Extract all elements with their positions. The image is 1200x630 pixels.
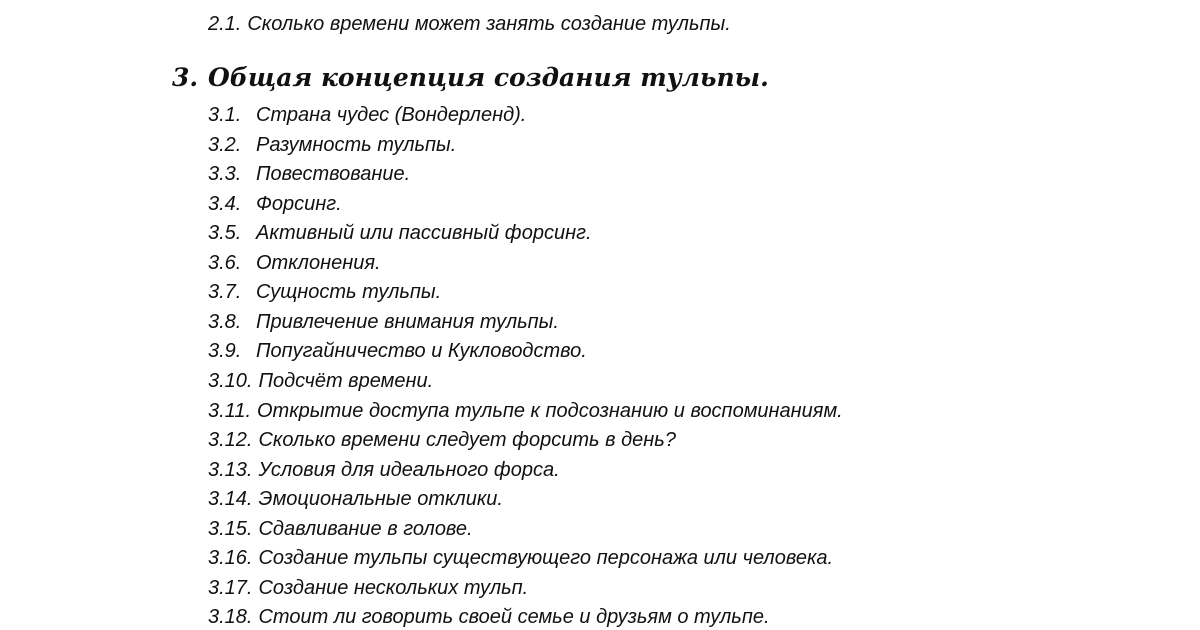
section-heading	[172, 62, 769, 94]
toc-item-number: 3.10.	[208, 369, 253, 392]
toc-item	[208, 192, 342, 216]
toc-item-number: 3.11.	[208, 399, 251, 422]
section-number: 3.	[172, 63, 199, 92]
toc-item-number: 3.15.	[208, 517, 253, 540]
toc-item-text: Сущность тульпы.	[256, 281, 442, 304]
toc-item-text: Подсчёт времени.	[258, 369, 434, 392]
toc-item	[208, 133, 456, 157]
toc-item	[208, 162, 410, 186]
toc-item	[208, 251, 381, 275]
toc-item-text: Стоит ли говорить своей семье и друзьям о тульпе.	[258, 606, 770, 629]
toc-item-text: Сколько времени следует форсить в день?	[258, 429, 676, 452]
toc-item-number: 3.5.	[208, 222, 242, 245]
toc-item-number: 3.14.	[208, 488, 253, 511]
toc-item-text: Повествование.	[256, 163, 411, 186]
toc-item	[208, 517, 473, 541]
toc-item-text: Эмоциональные отклики.	[258, 488, 503, 511]
toc-item	[208, 103, 526, 127]
toc-item-number: 3.8.	[208, 310, 242, 333]
toc-item-number: 3.1.	[208, 104, 242, 126]
toc-item-number: 3.3.	[208, 163, 242, 186]
toc-item-number: 3.4.	[208, 192, 242, 215]
toc-item-text: Привлечение внимания тульпы.	[256, 310, 559, 333]
toc-item	[208, 458, 560, 482]
toc-item-number: 3.12.	[208, 429, 253, 452]
toc-item	[208, 310, 559, 334]
toc-item-text: Открытие доступа тульпе к подсознанию и воспоминаниям.	[257, 399, 843, 422]
toc-item-number: 3.2.	[208, 133, 242, 156]
toc-item	[208, 576, 528, 600]
toc-item-number: 3.17.	[208, 576, 253, 599]
toc-item-text: Попугайничество и Кукловодство.	[256, 340, 587, 363]
toc-item-number: 3.16.	[208, 547, 253, 570]
toc-item-text: Сколько времени может занять создание тульпы.	[247, 13, 731, 35]
toc-item-text: Отклонения.	[256, 251, 381, 274]
toc-item	[208, 280, 441, 304]
toc-item	[208, 428, 676, 452]
toc-item	[208, 369, 433, 393]
toc-item-text: Страна чудес (Вондерленд).	[256, 104, 527, 126]
toc-item-text: Активный или пассивный форсинг.	[256, 222, 592, 245]
toc-item-text: Условия для идеального форса.	[258, 458, 560, 481]
section-title: Общая концепция создания тульпы.	[208, 63, 769, 92]
toc-item-number: 3.9.	[208, 340, 242, 363]
toc-item-text: Разумность тульпы.	[256, 133, 457, 156]
toc-item	[208, 546, 833, 570]
toc-item-text: Форсинг.	[256, 192, 342, 215]
toc-item-2-1	[208, 12, 731, 36]
toc-item	[208, 487, 503, 511]
toc-item-text: Создание тульпы существующего персонажа или человека.	[258, 547, 834, 570]
toc-item	[208, 605, 770, 629]
toc-item-number: 3.6.	[208, 251, 242, 274]
toc-item-text: Сдавливание в голове.	[258, 517, 473, 540]
toc-item	[208, 339, 587, 363]
toc-item-number: 2.1.	[208, 13, 242, 35]
toc-item-text: Создание нескольких тульп.	[258, 576, 529, 599]
toc-item-number: 3.18.	[208, 606, 253, 629]
toc-item-number: 3.13.	[208, 458, 253, 481]
toc-item	[208, 221, 592, 245]
toc-item	[208, 399, 843, 423]
toc-item-number: 3.7.	[208, 281, 242, 304]
